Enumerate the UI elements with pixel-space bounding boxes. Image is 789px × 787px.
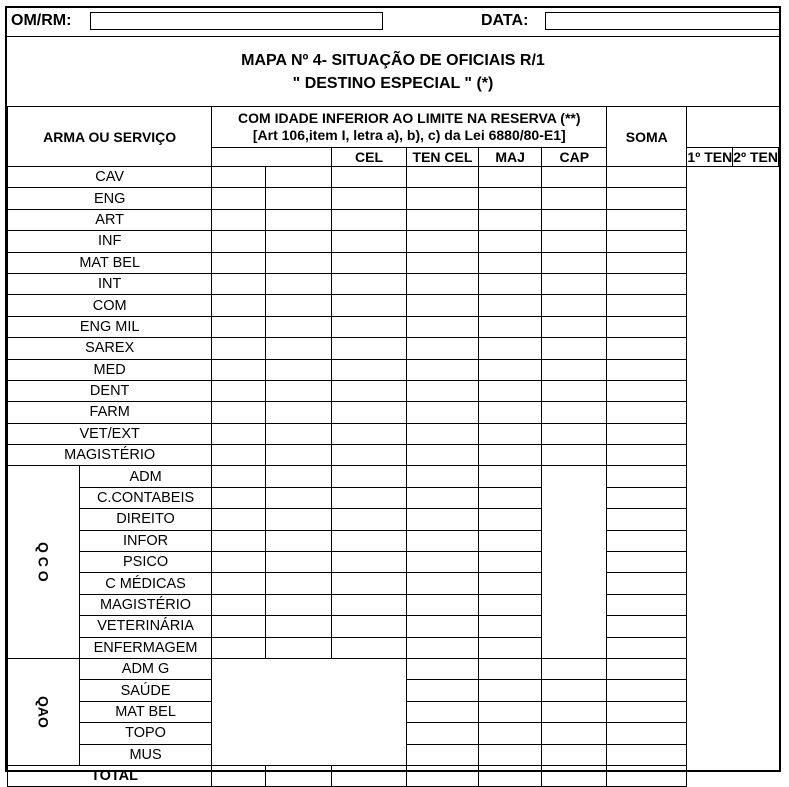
entry-cell[interactable]: [265, 167, 332, 188]
entry-cell[interactable]: [479, 637, 542, 658]
entry-cell[interactable]: [542, 167, 607, 188]
entry-cell[interactable]: [212, 616, 265, 637]
entry-cell[interactable]: [265, 487, 332, 508]
qao-label: TOPO: [79, 723, 212, 744]
entry-cell[interactable]: [607, 594, 687, 615]
entry-cell[interactable]: [212, 573, 265, 594]
entry-cell[interactable]: [406, 637, 478, 658]
entry-cell[interactable]: [542, 658, 607, 679]
qco-label: C.CONTABEIS: [79, 487, 212, 508]
entry-cell[interactable]: [479, 231, 542, 252]
entry-cell[interactable]: [406, 252, 478, 273]
table-row: [8, 338, 779, 359]
entry-cell[interactable]: [542, 423, 607, 444]
total-cell[interactable]: [212, 765, 265, 786]
entry-cell[interactable]: [212, 594, 265, 615]
entry-cell[interactable]: [607, 744, 687, 765]
entry-cell[interactable]: [212, 380, 265, 401]
entry-cell[interactable]: [265, 445, 332, 466]
arma-label: SAREX: [8, 338, 212, 359]
entry-cell[interactable]: [607, 723, 687, 744]
entry-cell[interactable]: [406, 680, 478, 701]
entry-cell[interactable]: [607, 273, 687, 294]
entry-cell[interactable]: [479, 487, 542, 508]
entry-cell[interactable]: [332, 402, 407, 423]
rank-col-header: 2º TEN: [733, 149, 778, 165]
entry-cell[interactable]: [265, 338, 332, 359]
entry-cell[interactable]: [212, 466, 265, 487]
entry-cell[interactable]: [607, 338, 687, 359]
qao-label: ADM G: [79, 658, 212, 679]
entry-cell[interactable]: [406, 423, 478, 444]
entry-cell[interactable]: [607, 231, 687, 252]
group-header-line-2: [Art 106,item I, letra a), b), c) da Lei 6880/80-E1]: [252, 127, 566, 143]
table-row: [8, 466, 779, 487]
entry-cell[interactable]: [479, 466, 542, 487]
entry-cell[interactable]: [607, 209, 687, 230]
entry-cell[interactable]: [479, 423, 542, 444]
entry-cell[interactable]: [542, 701, 607, 722]
total-label: TOTAL: [8, 765, 212, 786]
omrm-field[interactable]: [90, 12, 383, 30]
entry-cell[interactable]: [332, 509, 407, 530]
entry-cell: [542, 466, 607, 487]
total-cell[interactable]: [479, 765, 542, 786]
total-cell[interactable]: [265, 765, 332, 786]
total-cell[interactable]: [332, 765, 407, 786]
entry-cell[interactable]: [406, 231, 478, 252]
entry-cell[interactable]: [479, 273, 542, 294]
soma-header: SOMA: [607, 107, 687, 167]
arma-label: MED: [8, 359, 212, 380]
entry-cell[interactable]: [265, 637, 332, 658]
entry-cell[interactable]: [406, 552, 478, 573]
arma-label: COM: [8, 295, 212, 316]
total-cell[interactable]: [607, 765, 687, 786]
table-row: [8, 530, 779, 551]
entry-cell[interactable]: [607, 680, 687, 701]
table-row: [8, 273, 779, 294]
entry-cell: [542, 594, 607, 615]
entry-cell[interactable]: [265, 359, 332, 380]
entry-cell[interactable]: [479, 188, 542, 209]
entry-cell[interactable]: [212, 637, 265, 658]
entry-cell[interactable]: [212, 423, 265, 444]
entry-cell[interactable]: [265, 209, 332, 230]
entry-cell[interactable]: [265, 423, 332, 444]
entry-cell[interactable]: [479, 295, 542, 316]
omrm-label: OM/RM:: [11, 12, 72, 29]
entry-cell[interactable]: [332, 530, 407, 551]
total-cell[interactable]: [542, 765, 607, 786]
table-row: [8, 402, 779, 423]
entry-cell[interactable]: [406, 616, 478, 637]
entry-cell[interactable]: [212, 316, 265, 337]
entry-cell: [542, 573, 607, 594]
entry-cell[interactable]: [542, 402, 607, 423]
table-row: [8, 188, 779, 209]
entry-cell[interactable]: [479, 616, 542, 637]
entry-cell[interactable]: [332, 423, 407, 444]
table-row: [8, 231, 779, 252]
entry-cell[interactable]: [265, 273, 332, 294]
entry-cell[interactable]: [406, 316, 478, 337]
entry-cell[interactable]: [607, 573, 687, 594]
entry-cell: [542, 616, 607, 637]
table-row: [8, 573, 779, 594]
table-row: [8, 295, 779, 316]
qao-label: MAT BEL: [79, 701, 212, 722]
entry-cell[interactable]: [479, 509, 542, 530]
entry-cell[interactable]: [332, 316, 407, 337]
arma-label: INT: [8, 273, 212, 294]
entry-cell[interactable]: [607, 487, 687, 508]
entry-cell[interactable]: [542, 316, 607, 337]
entry-cell[interactable]: [479, 316, 542, 337]
table-row: [8, 252, 779, 273]
entry-cell[interactable]: [332, 167, 407, 188]
entry-cell[interactable]: [607, 316, 687, 337]
rank-col-header: CAP: [542, 148, 607, 167]
arma-label: FARM: [8, 402, 212, 423]
entry-cell[interactable]: [265, 530, 332, 551]
form-header: [7, 8, 779, 37]
rank-col-header: MAJ: [479, 148, 542, 167]
entry-cell[interactable]: [542, 744, 607, 765]
entry-cell[interactable]: [479, 594, 542, 615]
qco-label: ADM: [79, 466, 212, 487]
entry-cell[interactable]: [542, 188, 607, 209]
entry-cell[interactable]: [265, 552, 332, 573]
entry-cell: [542, 530, 607, 551]
qco-label: MAGISTÉRIO: [79, 594, 212, 615]
entry-cell[interactable]: [542, 680, 607, 701]
blocked-area: [212, 658, 407, 765]
entry-cell[interactable]: [332, 231, 407, 252]
arma-label: VET/EXT: [8, 423, 212, 444]
qao-group-label: QAO: [8, 658, 80, 765]
entry-cell[interactable]: [212, 509, 265, 530]
entry-cell: [542, 487, 607, 508]
entry-cell[interactable]: [332, 594, 407, 615]
entry-cell[interactable]: [479, 359, 542, 380]
entry-cell[interactable]: [265, 252, 332, 273]
entry-cell[interactable]: [406, 573, 478, 594]
qco-label: DIREITO: [79, 509, 212, 530]
entry-cell[interactable]: [406, 188, 478, 209]
table-row: [8, 380, 779, 401]
entry-cell[interactable]: [265, 295, 332, 316]
entry-cell: [542, 552, 607, 573]
officers-table: [7, 106, 779, 787]
title-line-2: " DESTINO ESPECIAL " (*): [292, 75, 494, 92]
entry-cell[interactable]: [406, 273, 478, 294]
arma-header: ARMA OU SERVIÇO: [8, 107, 212, 167]
entry-cell[interactable]: [479, 530, 542, 551]
entry-cell[interactable]: [332, 188, 407, 209]
arma-label: MAT BEL: [8, 252, 212, 273]
entry-cell[interactable]: [479, 701, 542, 722]
arma-label: MAGISTÉRIO: [8, 445, 212, 466]
entry-cell[interactable]: [332, 616, 407, 637]
entry-cell[interactable]: [406, 295, 478, 316]
entry-cell[interactable]: [265, 573, 332, 594]
group-header: [212, 107, 607, 148]
entry-cell[interactable]: [479, 402, 542, 423]
entry-cell[interactable]: [542, 273, 607, 294]
entry-cell[interactable]: [332, 209, 407, 230]
entry-cell[interactable]: [265, 231, 332, 252]
entry-cell[interactable]: [479, 723, 542, 744]
entry-cell[interactable]: [212, 295, 265, 316]
arma-label: ART: [8, 209, 212, 230]
rank-col-header: 1º TEN: [687, 149, 733, 165]
table-row: [8, 594, 779, 615]
entry-cell[interactable]: [332, 252, 407, 273]
entry-cell[interactable]: [542, 295, 607, 316]
entry-cell[interactable]: [406, 701, 478, 722]
table-row: [8, 423, 779, 444]
entry-cell[interactable]: [332, 359, 407, 380]
entry-cell[interactable]: [607, 295, 687, 316]
entry-cell[interactable]: [542, 338, 607, 359]
qco-group-label: Q C O: [8, 466, 80, 659]
entry-cell[interactable]: [265, 616, 332, 637]
table-row: [8, 616, 779, 637]
entry-cell[interactable]: [607, 167, 687, 188]
entry-cell[interactable]: [607, 509, 687, 530]
table-row: [8, 167, 779, 188]
entry-cell[interactable]: [406, 359, 478, 380]
arma-label: ENG: [8, 188, 212, 209]
entry-cell[interactable]: [607, 701, 687, 722]
entry-cell[interactable]: [212, 338, 265, 359]
entry-cell[interactable]: [607, 637, 687, 658]
entry-cell[interactable]: [406, 445, 478, 466]
table-row: [8, 487, 779, 508]
entry-cell[interactable]: [406, 402, 478, 423]
entry-cell[interactable]: [406, 594, 478, 615]
entry-cell[interactable]: [265, 316, 332, 337]
entry-cell[interactable]: [212, 167, 265, 188]
rank-col-header: CEL: [332, 148, 407, 167]
entry-cell[interactable]: [265, 466, 332, 487]
form-title: [7, 36, 779, 107]
entry-cell[interactable]: [332, 552, 407, 573]
entry-cell[interactable]: [479, 744, 542, 765]
entry-cell[interactable]: [607, 423, 687, 444]
title-line-1: MAPA Nº 4- SITUAÇÃO DE OFICIAIS R/1: [241, 52, 545, 69]
entry-cell[interactable]: [607, 445, 687, 466]
entry-cell[interactable]: [607, 252, 687, 273]
entry-cell[interactable]: [212, 188, 265, 209]
group-header-line-1: COM IDADE INFERIOR AO LIMITE NA RESERVA (**): [238, 110, 581, 126]
arma-header-spacer: [212, 148, 332, 167]
entry-cell[interactable]: [607, 530, 687, 551]
entry-cell[interactable]: [607, 402, 687, 423]
table-row: [8, 359, 779, 380]
entry-cell: [542, 509, 607, 530]
entry-cell[interactable]: [479, 658, 542, 679]
entry-cell[interactable]: [332, 445, 407, 466]
entry-cell[interactable]: [479, 167, 542, 188]
entry-cell[interactable]: [479, 209, 542, 230]
qco-label: VETERINÁRIA: [79, 616, 212, 637]
entry-cell[interactable]: [406, 487, 478, 508]
entry-cell[interactable]: [479, 252, 542, 273]
entry-cell: [542, 637, 607, 658]
entry-cell[interactable]: [265, 188, 332, 209]
entry-cell[interactable]: [479, 445, 542, 466]
arma-label: ENG MIL: [8, 316, 212, 337]
total-row: [8, 765, 779, 786]
entry-cell[interactable]: [406, 338, 478, 359]
entry-cell[interactable]: [406, 744, 478, 765]
entry-cell[interactable]: [542, 209, 607, 230]
entry-cell[interactable]: [542, 359, 607, 380]
entry-cell[interactable]: [212, 273, 265, 294]
entry-cell[interactable]: [607, 380, 687, 401]
entry-cell[interactable]: [212, 552, 265, 573]
qco-label: C MÉDICAS: [79, 573, 212, 594]
entry-cell[interactable]: [406, 209, 478, 230]
entry-cell[interactable]: [212, 402, 265, 423]
entry-cell[interactable]: [212, 445, 265, 466]
entry-cell[interactable]: [479, 573, 542, 594]
entry-cell[interactable]: [265, 402, 332, 423]
entry-cell[interactable]: [406, 509, 478, 530]
entry-cell[interactable]: [406, 167, 478, 188]
table-row: [8, 445, 779, 466]
entry-cell[interactable]: [479, 552, 542, 573]
entry-cell[interactable]: [607, 188, 687, 209]
arma-label: DENT: [8, 380, 212, 401]
qco-label: PSICO: [79, 552, 212, 573]
data-label: DATA:: [481, 12, 529, 29]
entry-cell[interactable]: [332, 573, 407, 594]
arma-label: CAV: [8, 167, 212, 188]
entry-cell[interactable]: [542, 252, 607, 273]
entry-cell[interactable]: [212, 252, 265, 273]
table-row: [8, 316, 779, 337]
table-row: [8, 552, 779, 573]
arma-label: INF: [8, 231, 212, 252]
entry-cell[interactable]: [406, 466, 478, 487]
table-row: [8, 509, 779, 530]
entry-cell[interactable]: [607, 552, 687, 573]
entry-cell[interactable]: [212, 530, 265, 551]
entry-cell[interactable]: [332, 380, 407, 401]
entry-cell[interactable]: [332, 273, 407, 294]
entry-cell[interactable]: [607, 466, 687, 487]
qco-label: ENFERMAGEM: [79, 637, 212, 658]
entry-cell[interactable]: [542, 380, 607, 401]
entry-cell[interactable]: [265, 380, 332, 401]
qao-label: SAÚDE: [79, 680, 212, 701]
entry-cell[interactable]: [607, 359, 687, 380]
entry-cell[interactable]: [265, 594, 332, 615]
entry-cell[interactable]: [332, 295, 407, 316]
entry-cell[interactable]: [212, 231, 265, 252]
table-row: [8, 658, 779, 679]
entry-cell[interactable]: [406, 723, 478, 744]
entry-cell[interactable]: [406, 530, 478, 551]
data-field[interactable]: [545, 12, 779, 30]
entry-cell[interactable]: [212, 359, 265, 380]
entry-cell[interactable]: [332, 338, 407, 359]
qao-label: MUS: [79, 744, 212, 765]
entry-cell[interactable]: [332, 637, 407, 658]
table-row: [8, 209, 779, 230]
entry-cell[interactable]: [332, 466, 407, 487]
entry-cell[interactable]: [542, 723, 607, 744]
entry-cell[interactable]: [607, 616, 687, 637]
entry-cell[interactable]: [479, 380, 542, 401]
qco-label: INFOR: [79, 530, 212, 551]
entry-cell[interactable]: [332, 487, 407, 508]
entry-cell[interactable]: [479, 680, 542, 701]
entry-cell[interactable]: [265, 509, 332, 530]
entry-cell[interactable]: [212, 487, 265, 508]
entry-cell[interactable]: [479, 338, 542, 359]
entry-cell[interactable]: [406, 380, 478, 401]
entry-cell[interactable]: [542, 231, 607, 252]
table-row: [8, 637, 779, 658]
entry-cell[interactable]: [542, 445, 607, 466]
form-frame: [5, 6, 781, 785]
entry-cell[interactable]: [212, 209, 265, 230]
entry-cell[interactable]: [607, 658, 687, 679]
total-cell[interactable]: [406, 765, 478, 786]
rank-col-header: TEN CEL: [406, 148, 478, 167]
entry-cell[interactable]: [406, 658, 478, 679]
